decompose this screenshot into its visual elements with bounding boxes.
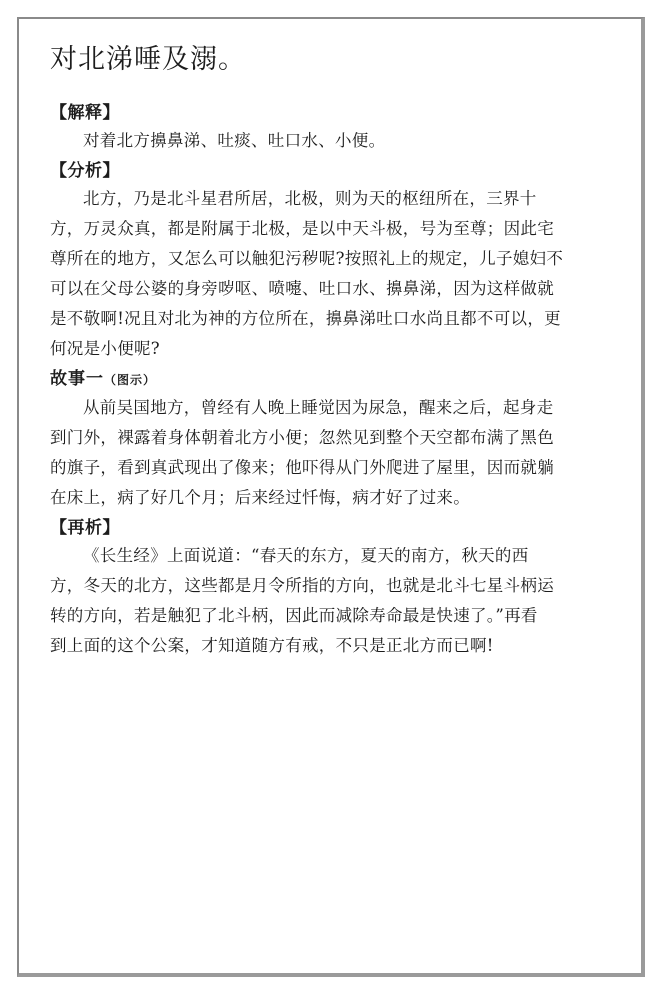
text-line: 方，冬天的北方，这些都是月令所指的方向，也就是北斗七星斗柄运 <box>50 576 554 595</box>
section-jieshi <box>50 100 632 156</box>
text-line: 从前吴国地方，曾经有人晚上睡觉因为尿急，醒来之后，起身走 <box>83 398 554 417</box>
text-line: 是不敬啊!况且对北为神的方位所在，擤鼻涕吐口水尚且都不可以，更 <box>50 309 561 328</box>
text-line: 到门外，裸露着身体朝着北方小便；忽然见到整个天空都布满了黑色 <box>50 428 554 447</box>
text-line: 到上面的这个公案，才知道随方有戒，不只是正北方而已啊! <box>50 636 494 655</box>
text-line: 《长生经》上面说道：“春天的东方，夏天的南方，秋天的西 <box>83 546 529 565</box>
text-line: 转的方向，若是触犯了北斗柄，因此而减除寿命最是快速了。”再看 <box>50 606 538 625</box>
section-label-fenxi: 【分析】 <box>50 161 120 181</box>
story-heading-title: 故事一 <box>50 369 104 389</box>
section-label-zaixi: 【再析】 <box>50 518 120 538</box>
story-heading <box>50 366 632 393</box>
story-heading-note: （图示） <box>104 373 157 387</box>
section-fenxi <box>50 158 632 364</box>
text-line: 尊所在的地方，又怎么可以触犯污秽呢?按照礼上的规定，儿子媳妇不 <box>50 249 564 268</box>
section-zaixi <box>50 515 632 661</box>
text-line: 何况是小便呢? <box>50 339 160 358</box>
text-line: 可以在父母公婆的身旁哕呕、喷嚏、吐口水、擤鼻涕，因为这样做就 <box>50 279 554 298</box>
page-content <box>50 38 632 663</box>
section-label-jieshi: 【解释】 <box>50 103 120 123</box>
section-story <box>50 366 632 513</box>
text-line: 在床上，病了好几个月；后来经过忏悔，病才好了过来。 <box>50 488 470 507</box>
section-fenxi-text <box>50 184 632 364</box>
section-jieshi-text <box>50 126 632 156</box>
text-line: 北方，乃是北斗星君所居，北极，则为天的枢纽所在，三界十 <box>83 189 537 208</box>
section-zaixi-text <box>50 541 632 661</box>
text-line: 对着北方擤鼻涕、吐痰、吐口水、小便。 <box>83 131 386 150</box>
text-line: 的旗子，看到真武现出了像来；他吓得从门外爬进了屋里，因而就躺 <box>50 458 554 477</box>
page-title: 对北涕唾及溺。 <box>50 44 246 75</box>
text-line: 方，万灵众真，都是附属于北极，是以中天斗极，号为至尊；因此宅 <box>50 219 554 238</box>
section-story-text <box>50 393 632 513</box>
